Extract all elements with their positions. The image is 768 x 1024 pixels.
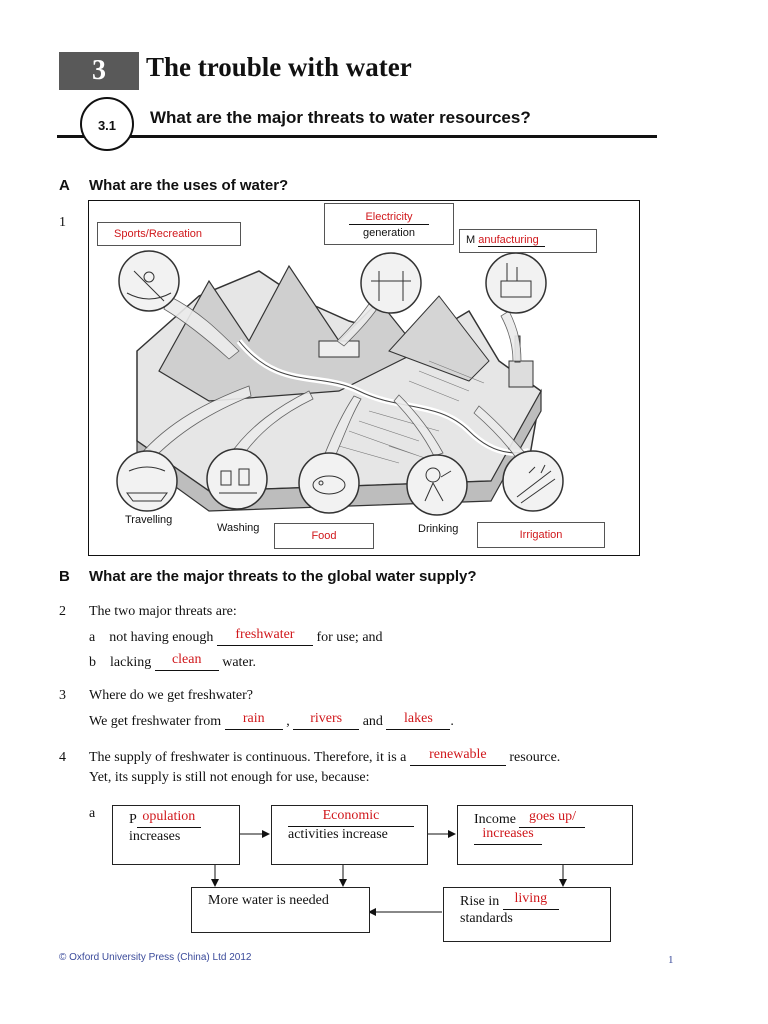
living-standards-box (443, 887, 611, 942)
question-2a-letter: a (89, 630, 96, 645)
question-2b-answer: clean (171, 652, 202, 667)
section-title: What are the major threats to water resources? (150, 108, 531, 127)
electricity-text: generation (363, 227, 415, 239)
question-3-sep1: , (286, 714, 290, 729)
sports-answer: Sports/Recreation (114, 228, 203, 240)
question-4-number: 4 (59, 750, 66, 765)
income-box (457, 805, 633, 865)
question-4-prefix: The supply of freshwater is continuous. Therefore, it is a (89, 750, 407, 765)
part-a-letter: A (59, 177, 70, 194)
question-4-suffix: resource. (509, 750, 561, 765)
economic-answer: Economic (322, 808, 380, 823)
question-3-prefix: We get freshwater from (89, 714, 222, 729)
income-answer-1: goes up/ (528, 809, 577, 824)
question-3-answer-rain: rain (242, 711, 265, 726)
question-2-text: The two major threats are: (89, 604, 237, 619)
part-b-heading: What are the major threats to the global water supply? (89, 568, 477, 585)
more-water-text: More water is needed (208, 893, 329, 908)
population-answer: opulation (142, 809, 196, 824)
page-number: 1 (668, 954, 674, 966)
drinking-label: Drinking (418, 523, 459, 535)
question-3-answer-lakes: lakes (404, 711, 433, 726)
question-3-answer-rivers: rivers (310, 711, 343, 726)
income-prefix: Income (474, 812, 516, 827)
more-water-box (191, 887, 370, 933)
chapter-title: The trouble with water (146, 52, 412, 82)
question-2b-suffix: water. (222, 655, 257, 670)
chapter-number: 3 (59, 52, 139, 90)
population-prefix: P (129, 812, 137, 827)
question-2-number: 2 (59, 604, 66, 619)
rise-text: standards (460, 911, 513, 926)
question-2a-answer: freshwater (235, 627, 295, 642)
rise-answer: living (514, 891, 548, 906)
washing-label: Washing (217, 522, 260, 534)
question-3-text: Where do we get freshwater? (89, 688, 254, 703)
travelling-label: Travelling (125, 514, 173, 526)
question-2b-prefix: lacking (110, 655, 152, 670)
manufacturing-answer: anufacturing (478, 234, 545, 247)
economic-text: activities increase (288, 827, 388, 842)
question-2a-prefix: not having enough (109, 630, 214, 645)
question-3-end: . (450, 714, 454, 729)
economic-box (271, 805, 428, 865)
question-4a-letter: a (89, 806, 96, 821)
income-answer-2: increases (482, 826, 534, 841)
part-b-letter: B (59, 568, 70, 585)
question-4-line2: Yet, its supply is still not enough for use, because: (89, 770, 370, 785)
question-3-sep2: and (362, 714, 383, 729)
question-3-number: 3 (59, 688, 66, 703)
question-1-number: 1 (59, 215, 66, 230)
question-2a-suffix: for use; and (316, 630, 383, 645)
electricity-answer: Electricity (349, 210, 429, 225)
irrigation-answer: Irrigation (519, 529, 563, 541)
rise-prefix: Rise in (460, 894, 500, 909)
manufacturing-prefix: M (466, 234, 476, 246)
question-2b-letter: b (89, 655, 96, 670)
copyright-notice: © Oxford University Press (China) Ltd 2012 (59, 952, 252, 963)
question-4-answer: renewable (429, 747, 487, 762)
population-text: increases (129, 829, 181, 844)
food-answer: Food (311, 530, 337, 542)
population-box (112, 805, 240, 865)
section-number: 3.1 (97, 118, 117, 133)
part-a-heading: What are the uses of water? (89, 177, 289, 194)
